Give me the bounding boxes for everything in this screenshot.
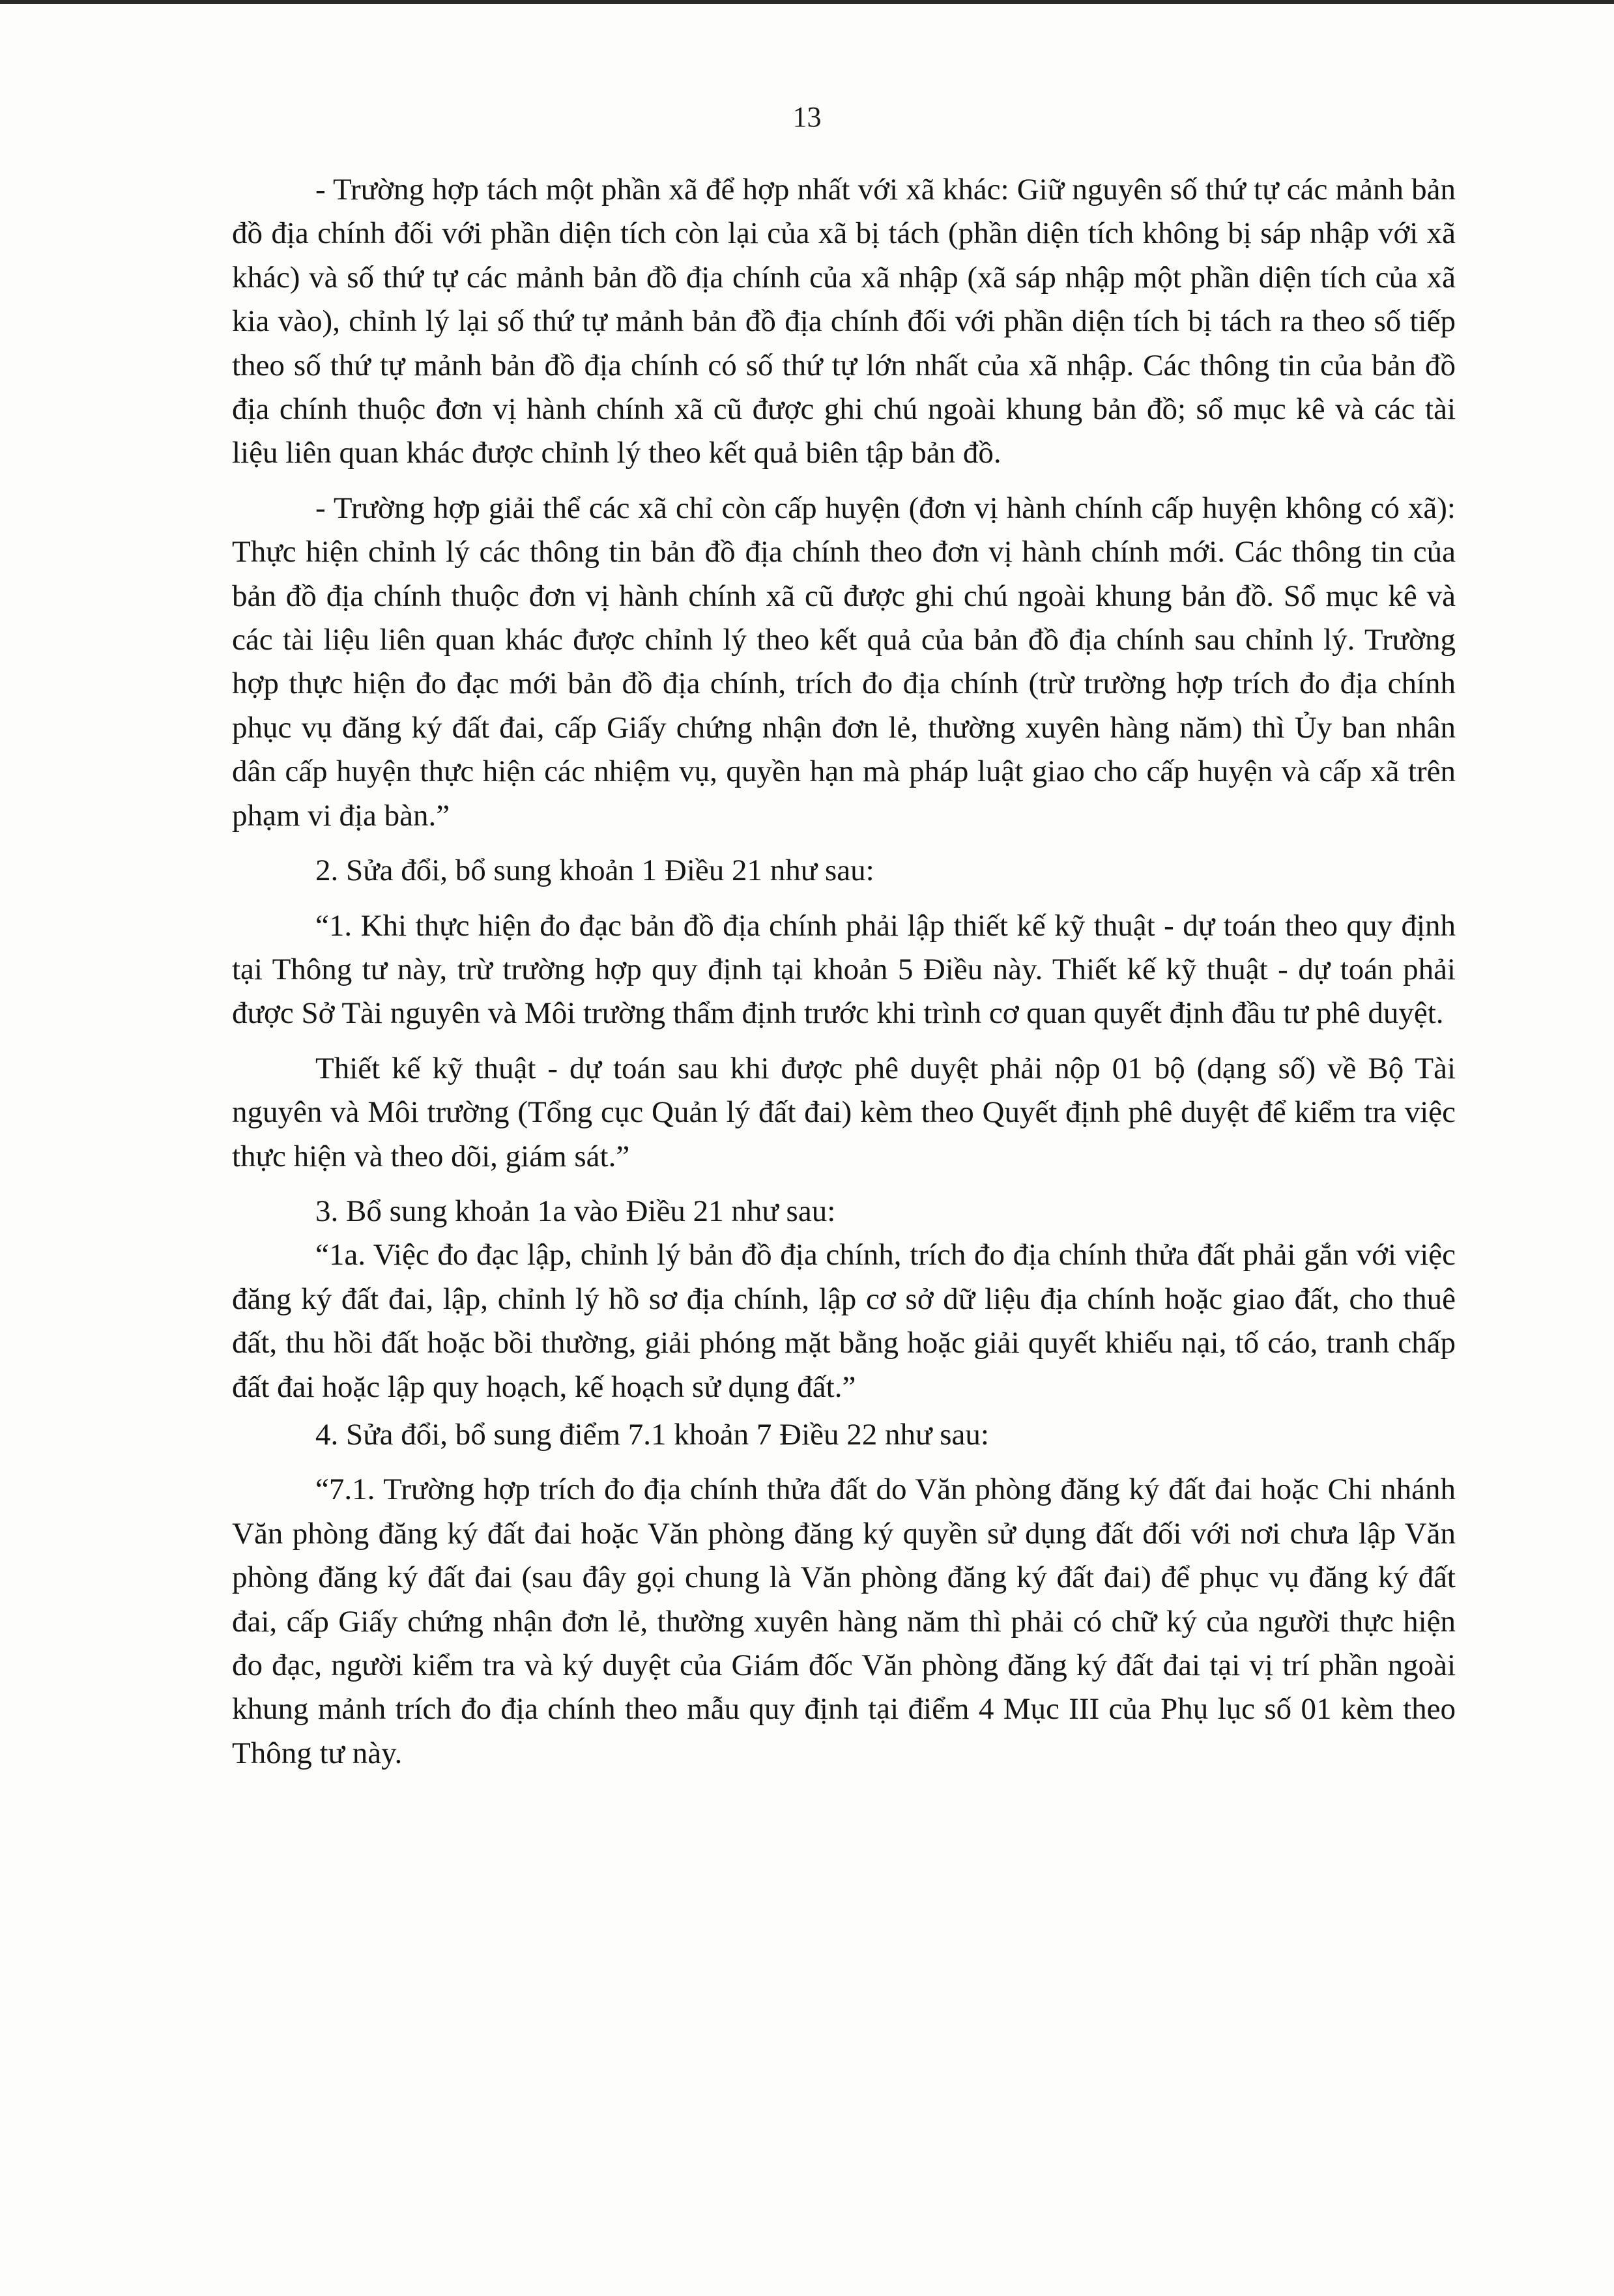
paragraph-item-3-clause-1a: “1a. Việc đo đạc lập, chỉnh lý bản đồ địa chính, trích đo địa chính thửa đất phải gắn với việc đăng ký đất đai, lập, chỉnh lý hồ sơ địa chính, lập cơ sở dữ liệu địa chính hoặc giao đất, cho thuê đất, thu hồi đất hoặc bồi thường, giải phóng mặt bằng hoặc giải quyết khiếu nại, tố cáo, tranh chấp đất đai hoặc lập quy hoạch, kế hoạch sử dụng đất.” <box>232 1238 1456 1404</box>
paragraph-item-4-heading: 4. Sửa đổi, bổ sung điểm 7.1 khoản 7 Điều 22 như sau: <box>315 1417 989 1452</box>
paragraph-item-3-heading: 3. Bổ sung khoản 1a vào Điều 21 như sau: <box>315 1194 836 1228</box>
paragraph-item-4-clause-7-1: “7.1. Trường hợp trích đo địa chính thửa đất do Văn phòng đăng ký đất đai hoặc Chi nhánh Văn phòng đăng ký đất đai hoặc Văn phòng đăng ký quyền sử dụng đất đối với nơi chưa lập Văn phòng đăng ký đất đai (sau đây gọi chung là Văn phòng đăng ký đất đai) để phục vụ đăng ký đất đai, cấp Giấy chứng nhận đơn lẻ, thường xuyên hàng năm thì phải có chữ ký của người thực hiện đo đạc, người kiểm tra và ký duyệt của Giám đốc Văn phòng đăng ký đất đai tại vị trí phần ngoài khung mảnh trích đo địa chính theo mẫu quy định tại điểm 4 Mục III của Phụ lục số 01 kèm theo Thông tư này. <box>232 1472 1456 1770</box>
paragraph-item-2-submission: Thiết kế kỹ thuật - dự toán sau khi được phê duyệt phải nộp 01 bộ (dạng số) về Bộ Tài nguyên và Môi trường (Tổng cục Quản lý đất đai) kèm theo Quyết định phê duyệt để kiểm tra việc thực hiện và theo dõi, giám sát.” <box>232 1051 1456 1173</box>
paragraph-dissolve-commune: - Trường hợp giải thể các xã chỉ còn cấp huyện (đơn vị hành chính cấp huyện không có xã): Thực hiện chỉnh lý các thông tin bản đồ địa chính theo đơn vị hành chính mới. Các thông tin của bản đồ địa chính thuộc đơn vị hành chính xã cũ được ghi chú ngoài khung bản đồ. Sổ mục kê và các tài liệu liên quan khác được chỉnh lý theo kết quả của bản đồ địa chính sau chỉnh lý. Trường hợp thực hiện đo đạc mới bản đồ địa chính, trích đo địa chính (trừ trường hợp trích đo địa chính phục vụ đăng ký đất đai, cấp Giấy chứng nhận đơn lẻ, thường xuyên hàng năm) thì Ủy ban nhân dân cấp huyện thực hiện các nhiệm vụ, quyền hạn mà pháp luật giao cho cấp huyện và cấp xã trên phạm vi địa bàn.” <box>232 491 1456 833</box>
document-body <box>232 168 1456 1775</box>
paragraph-split-commune: - Trường hợp tách một phần xã để hợp nhất với xã khác: Giữ nguyên số thứ tự các mảnh bản đồ địa chính đối với phần diện tích còn lại của xã bị tách (phần diện tích không bị sáp nhập với xã khác) và số thứ tự các mảnh bản đồ địa chính của xã nhập (xã sáp nhập một phần diện tích của xã kia vào), chỉnh lý lại số thứ tự mảnh bản đồ địa chính đối với phần diện tích bị tách ra theo số tiếp theo số thứ tự mảnh bản đồ địa chính có số thứ tự lớn nhất của xã nhập. Các thông tin của bản đồ địa chính thuộc đơn vị hành chính xã cũ được ghi chú ngoài khung bản đồ; sổ mục kê và các tài liệu liên quan khác được chỉnh lý theo kết quả biên tập bản đồ. <box>232 173 1456 470</box>
page-number: 13 <box>792 101 822 133</box>
paragraph-item-2-heading: 2. Sửa đổi, bổ sung khoản 1 Điều 21 như sau: <box>315 854 874 888</box>
paragraph-item-2-clause-1: “1. Khi thực hiện đo đạc bản đồ địa chính phải lập thiết kế kỹ thuật - dự toán theo quy định tại Thông tư này, trừ trường hợp quy định tại khoản 5 Điều này. Thiết kế kỹ thuật - dự toán phải được Sở Tài nguyên và Môi trường thẩm định trước khi trình cơ quan quyết định đầu tư phê duyệt. <box>232 908 1456 1031</box>
